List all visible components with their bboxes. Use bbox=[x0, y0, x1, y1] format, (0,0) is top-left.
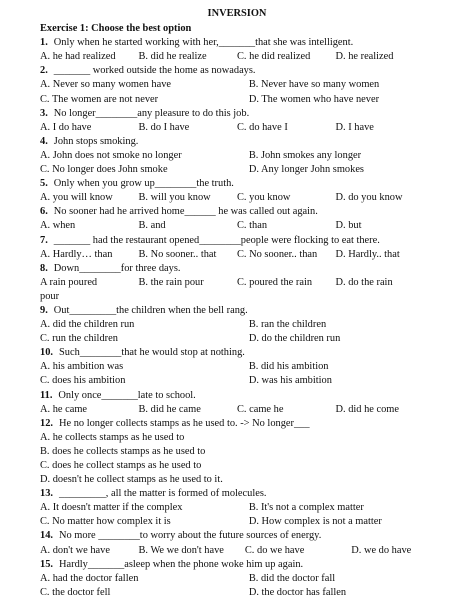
answer-option[interactable]: D. Any longer John smokes bbox=[248, 164, 364, 176]
answer-option[interactable]: B. No sooner.. that bbox=[138, 248, 217, 260]
question-1 bbox=[40, 36, 434, 64]
question-text: _______ worked outside the home as nowadays. bbox=[53, 65, 256, 77]
page-title: INVERSION bbox=[207, 8, 267, 19]
answer-option[interactable]: D. doesn't he collect stamps as he used to it. bbox=[40, 474, 223, 486]
answer-option[interactable]: B. do I have bbox=[138, 121, 190, 133]
options-row bbox=[40, 248, 434, 262]
answer-option[interactable]: A. Hardly… than bbox=[40, 248, 113, 260]
answer-option[interactable]: A. don't we have bbox=[40, 544, 110, 556]
answer-option[interactable]: D. The women who have never bbox=[248, 93, 380, 105]
question-text: Hardly_______asleep when the phone woke him up again. bbox=[59, 558, 304, 570]
options-row bbox=[40, 50, 434, 64]
question-number: 10. bbox=[40, 347, 53, 359]
question-text: Only once_______late to school. bbox=[58, 389, 196, 401]
answer-option[interactable]: D. do you know bbox=[335, 192, 403, 204]
question-text: No sooner had he arrived home______ he was called out again. bbox=[53, 206, 318, 218]
options-row bbox=[40, 360, 434, 374]
options-row bbox=[40, 473, 434, 487]
question-number: 1. bbox=[40, 37, 48, 49]
question-10 bbox=[40, 346, 434, 388]
question-text: Out_________the children when the bell rang. bbox=[53, 304, 248, 316]
answer-option[interactable]: B. ran the children bbox=[248, 319, 327, 331]
options-row bbox=[40, 149, 434, 163]
question-stem bbox=[40, 346, 434, 360]
question-list bbox=[40, 36, 434, 600]
options-row bbox=[40, 586, 434, 600]
question-number: 14. bbox=[40, 530, 53, 542]
question-stem bbox=[40, 36, 434, 50]
answer-option[interactable]: A. he had realized bbox=[40, 51, 116, 63]
question-stem bbox=[40, 135, 434, 149]
question-stem bbox=[40, 107, 434, 121]
question-2 bbox=[40, 64, 434, 106]
options-row bbox=[40, 332, 434, 346]
question-3 bbox=[40, 107, 434, 135]
question-number: 8. bbox=[40, 262, 48, 274]
answer-option[interactable]: B. and bbox=[138, 220, 166, 232]
question-14 bbox=[40, 529, 434, 557]
question-4 bbox=[40, 135, 434, 177]
question-stem bbox=[40, 64, 434, 78]
question-12 bbox=[40, 417, 434, 487]
answer-option[interactable]: C. poured the rain bbox=[237, 276, 313, 288]
answer-option[interactable]: B. did the doctor fall bbox=[248, 572, 336, 584]
answer-option[interactable]: A. he collects stamps as he used to bbox=[40, 431, 185, 443]
question-text: _______ had the restaurant opened________people were flocking to eat there. bbox=[53, 234, 380, 246]
answer-option[interactable]: D. Hardly.. that bbox=[335, 248, 400, 260]
answer-option[interactable]: D. do the children run bbox=[248, 333, 341, 345]
answer-option[interactable]: C. do have I bbox=[237, 121, 288, 133]
answer-option[interactable]: B. John smokes any longer bbox=[248, 149, 362, 161]
question-number: 2. bbox=[40, 65, 48, 77]
question-stem bbox=[40, 304, 434, 318]
question-5 bbox=[40, 177, 434, 205]
question-text: _________, all the matter is formed of molecules. bbox=[59, 488, 267, 500]
answer-option[interactable]: C. than bbox=[237, 220, 268, 232]
options-row bbox=[40, 318, 434, 332]
answer-option[interactable]: A rain poured bbox=[40, 276, 98, 288]
question-number: 5. bbox=[40, 178, 48, 190]
answer-option[interactable]: D. the doctor has fallen bbox=[248, 586, 347, 598]
answer-option[interactable]: D. do the rain bbox=[335, 276, 393, 288]
answer-option[interactable]: B. did he realize bbox=[138, 51, 207, 63]
options-row bbox=[40, 459, 434, 473]
question-number: 7. bbox=[40, 234, 48, 246]
answer-option[interactable]: B. the rain pour bbox=[138, 276, 204, 288]
answer-option[interactable]: C. you know bbox=[237, 192, 291, 204]
question-text: Only when he started working with her,_______that she was intelligent. bbox=[53, 37, 354, 49]
question-text: John stops smoking. bbox=[53, 135, 139, 147]
options-row bbox=[40, 501, 434, 515]
question-9 bbox=[40, 304, 434, 346]
question-number: 15. bbox=[40, 558, 53, 570]
question-6 bbox=[40, 205, 434, 233]
answer-option[interactable]: A. did the children run bbox=[40, 319, 135, 331]
answer-option[interactable]: A. you will know bbox=[40, 192, 113, 204]
question-number: 9. bbox=[40, 304, 48, 316]
options-row bbox=[40, 445, 434, 459]
answer-option[interactable]: D. he realized bbox=[335, 51, 394, 63]
options-row bbox=[40, 431, 434, 445]
question-stem bbox=[40, 262, 434, 276]
options-row bbox=[40, 572, 434, 586]
option-continuation: pour bbox=[40, 290, 60, 302]
answer-option[interactable]: B. It's not a complex matter bbox=[248, 502, 364, 514]
options-row bbox=[40, 121, 434, 135]
answer-option[interactable]: C. do we have bbox=[244, 544, 305, 556]
answer-option[interactable]: B. will you know bbox=[138, 192, 211, 204]
question-number: 12. bbox=[40, 417, 53, 429]
question-11 bbox=[40, 389, 434, 417]
answer-option[interactable]: C. came he bbox=[237, 403, 284, 415]
options-row bbox=[40, 374, 434, 388]
answer-option[interactable]: C. No longer does John smoke bbox=[40, 164, 168, 176]
question-text: Down________for three days. bbox=[53, 262, 181, 274]
question-text: Only when you grow up________the truth. bbox=[53, 178, 234, 190]
question-stem bbox=[40, 177, 434, 191]
answer-option[interactable]: B. did he came bbox=[138, 403, 201, 415]
options-row bbox=[40, 544, 434, 558]
answer-option[interactable]: C. No sooner.. than bbox=[237, 248, 318, 260]
question-stem bbox=[40, 205, 434, 219]
answer-option[interactable]: D. but bbox=[335, 220, 362, 232]
question-text: Such________that he would stop at nothing. bbox=[59, 347, 245, 359]
answer-option[interactable]: D. we do have bbox=[351, 544, 412, 556]
question-number: 13. bbox=[40, 488, 53, 500]
question-7 bbox=[40, 234, 434, 262]
answer-option[interactable]: D. was his ambition bbox=[248, 375, 332, 387]
answer-option[interactable]: A. I do have bbox=[40, 121, 92, 133]
answer-option[interactable]: A. he came bbox=[40, 403, 88, 415]
options-row bbox=[40, 403, 434, 417]
question-15 bbox=[40, 558, 434, 600]
question-text: No longer________any pleasure to do this job. bbox=[53, 107, 250, 119]
answer-option[interactable]: C. The women are not never bbox=[40, 93, 159, 105]
question-number: 3. bbox=[40, 107, 48, 119]
answer-option[interactable]: A. John does not smoke no longer bbox=[40, 149, 182, 161]
answer-option[interactable]: A. when bbox=[40, 220, 76, 232]
answer-option[interactable]: C. run the children bbox=[40, 333, 118, 345]
exercise-heading: Exercise 1: Choose the best option bbox=[40, 23, 192, 35]
question-stem bbox=[40, 234, 434, 248]
question-number: 6. bbox=[40, 206, 48, 218]
question-text: He no longer collects stamps as he used to. -> No longer___ bbox=[59, 417, 310, 429]
question-8 bbox=[40, 262, 434, 304]
question-number: 11. bbox=[40, 389, 53, 401]
options-row bbox=[40, 191, 434, 205]
question-number: 4. bbox=[40, 135, 48, 147]
question-stem bbox=[40, 417, 434, 431]
answer-option[interactable]: A. had the doctor fallen bbox=[40, 572, 139, 584]
options-row bbox=[40, 276, 434, 290]
question-text: No more ________to worry about the future sources of energy. bbox=[59, 530, 322, 542]
question-stem bbox=[40, 389, 434, 403]
answer-option[interactable]: A. his ambition was bbox=[40, 361, 124, 373]
answer-option[interactable]: C. does he collect stamps as he used to bbox=[40, 460, 202, 471]
answer-option[interactable]: A. It doesn't matter if the complex bbox=[40, 502, 183, 514]
answer-option[interactable]: B. did his ambition bbox=[248, 361, 329, 373]
answer-option[interactable]: A. Never so many women have bbox=[40, 79, 171, 91]
options-row bbox=[40, 93, 434, 107]
answer-option[interactable]: D. did he come bbox=[335, 403, 399, 415]
answer-option[interactable]: D. How complex is not a matter bbox=[248, 516, 382, 528]
question-stem bbox=[40, 529, 434, 543]
answer-option[interactable]: C. does his ambition bbox=[40, 375, 126, 387]
answer-option[interactable]: C. No matter how complex it is bbox=[40, 516, 171, 528]
answer-option[interactable]: D. I have bbox=[335, 121, 374, 133]
answer-option[interactable]: C. he did realized bbox=[237, 51, 311, 63]
answer-option[interactable]: B. does he collects stamps as he used to bbox=[40, 445, 206, 457]
options-row bbox=[40, 163, 434, 177]
options-row bbox=[40, 219, 434, 233]
answer-option[interactable]: B. Never have so many women bbox=[248, 79, 380, 91]
options-row bbox=[40, 515, 434, 529]
question-stem bbox=[40, 558, 434, 572]
answer-option[interactable]: C. the doctor fell bbox=[40, 586, 111, 598]
answer-option[interactable]: B. We we don't have bbox=[138, 544, 224, 556]
question-13 bbox=[40, 487, 434, 529]
options-row bbox=[40, 78, 434, 92]
question-stem bbox=[40, 487, 434, 501]
